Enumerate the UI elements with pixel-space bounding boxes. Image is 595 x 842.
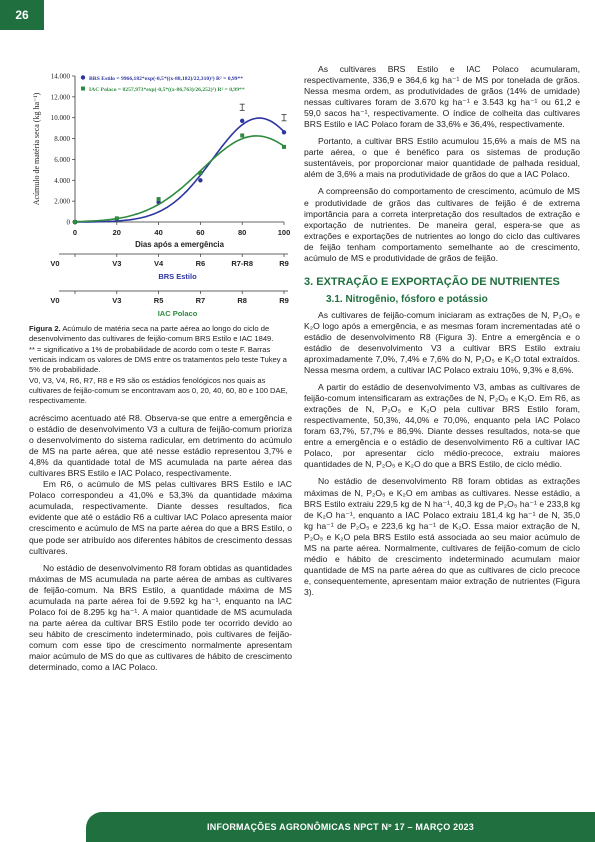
data-point-iac-polaco	[73, 220, 77, 224]
x-tick-label: 100	[277, 228, 291, 237]
stage-row-title-brs-estilo: BRS Estilo	[158, 272, 197, 281]
y-tick-label: 8.000	[54, 135, 70, 144]
y-tick-label: 14.000	[50, 72, 70, 81]
page-number: 26	[0, 0, 44, 30]
right-paragraph-4: As cultivares de feijão-comum iniciaram as extrações de N, P₂O₅ e K₂O logo após a emergência, e as mesmas foram incrementadas até o estádio de desenvolvimento R8 (Figura 3). Entre a emergência e o estádio de desenvolvimento V3 a cultivar BRS Estilo extraiu aproximadamente 7,0%, 7,4% e 7,6% do N, P₂O₅ e K₂O total extraídos. Nessa mesma ordem, a cultivar IAC Polaco extraiu 10%, 9,3% e 8,6%.	[304, 309, 580, 376]
right-column	[304, 64, 580, 598]
y-tick-label: 0	[66, 218, 70, 227]
stage-label: V4	[154, 259, 164, 268]
legend-equation-iac-polaco: IAC Polaco = 8257,973*exp(-0,5*((x-86,763)/26,252)²) R² = 0,99**	[89, 87, 245, 93]
figure-2-chart	[29, 58, 292, 320]
stage-label: R9	[279, 296, 289, 305]
y-tick-label: 6.000	[54, 155, 70, 164]
series-line-iac-polaco	[75, 136, 284, 222]
y-tick-label: 12.000	[50, 93, 70, 102]
stage-label: R8	[237, 296, 247, 305]
caption-text: Acúmulo de matéria seca na parte aérea ao longo do ciclo de desenvolvimento das cultivares de feijão-comum BRS Estilo e IAC 1849.	[29, 324, 274, 343]
x-axis-title: Dias após a emergência	[135, 240, 224, 249]
right-paragraph-6: No estádio de desenvolvimento R8 foram obtidas as extrações máximas de N, P₂O₅ e K₂O em ambas as cultivares. Nesse estádio, a BRS Estilo extraiu 229,5 kg de N ha⁻¹, 40,3 kg de P₂O₅ ha⁻¹ e 233,8 kg de K₂O ha⁻¹, enquanto a IAC Polaco extraiu 181,4 kg ha⁻¹ de N, 35,0 kg ha⁻¹ de P₂O₅ e 223,6 kg ha⁻¹ de K₂O. Essa maior extração de N, P₂O₅ e K₂O pela BRS Estilo está associada ao seu maior acúmulo de MS na parte aérea. Normalmente, cultivares de feijão-comum de ciclo médio e hábito de crescimento indeterminado acumulam maior quantidade de MS na parte aérea do que as cultivares de ciclo precoce e, consequentemente, apresentam maior extração de nutrientes (Figura 3).	[304, 476, 580, 597]
caption-note-stages: V0, V3, V4, R6, R7, R8 e R9 são os estádios fenológicos nos quais as cultivares de feijão-comum se encontravam aos 0, 20, 40, 60, 80 e 100 DAE, respectivamente.	[29, 376, 288, 405]
caption-title: Figura 2.	[29, 324, 61, 333]
y-tick-label: 4.000	[54, 176, 70, 185]
stage-label: R5	[153, 296, 164, 305]
data-point-brs-estilo	[282, 130, 286, 134]
stage-label: R7-R8	[231, 259, 254, 268]
section-title: 3. EXTRAÇÃO E EXPORTAÇÃO DE NUTRIENTES	[304, 275, 560, 288]
chart-svg	[29, 58, 292, 320]
y-axis-title: Acúmulo de matéria seca (kg ha⁻¹)	[32, 92, 41, 206]
right-paragraph-2: Portanto, a cultivar BRS Estilo acumulou 15,6% a mais de MS na parte aérea, o que é benéfico para os sistemas de produção sustentáveis, por proporcionar maior quantidade de palhada residual, além de 3,6% a mais na produtividade de grãos do que a IAC Polaco.	[304, 136, 580, 180]
x-tick-label: 40	[154, 228, 163, 237]
stage-row-title-iac-polaco: IAC Polaco	[157, 309, 198, 318]
y-tick-label: 2.000	[54, 197, 70, 206]
caption-note-significance: ** = significativo a 1% de probabilidade de acordo com o teste F. Barras verticais indicam os valores de DMS entre os tratamentos pelo teste Tukey a 5% de probabilidade.	[29, 345, 287, 374]
data-point-iac-polaco	[240, 133, 244, 137]
x-tick-label: 20	[112, 228, 121, 237]
footer-band	[86, 812, 595, 842]
subsection-title: 3.1. Nitrogênio, fósforo e potássio	[326, 293, 488, 305]
x-tick-label: 80	[238, 228, 247, 237]
figure-caption	[29, 324, 292, 406]
left-paragraph-3: No estádio de desenvolvimento R8 foram obtidas as quantidades máximas de MS acumulada na parte aérea de ambas as cultivares de feijão-comum. Na BRS Estilo, a quantidade máxima de MS acumulada na parte aérea foi de 9.592 kg ha⁻¹, enquanto na IAC Polaco foi de 8.295 kg ha⁻¹. A maior quantidade de MS acumulada na parte aérea da cultivar BRS Estilo pode ter ocorrido devido ao seu hábito de crescimento indeterminado, pois cultivares de feijão-comum com esse tipo de crescimento normalmente apresentam maior acúmulo de MS do que as cultivares de hábito de crescimento determinado, como a IAC Polaco.	[29, 562, 292, 673]
data-point-brs-estilo	[240, 119, 244, 123]
series-line-brs-estilo	[75, 118, 284, 222]
stage-label: V3	[112, 296, 122, 305]
legend-marker-brs-estilo	[81, 75, 85, 79]
left-paragraph-2: Em R6, o acúmulo de MS pelas cultivares BRS Estilo e IAC Polaco correspondeu a 41,0% e 53,3% da quantidade máxima acumulada, respectivamente. Diante desses resultados, fica evidente que até o estádio R6 a cultivar IAC Polaco apresenta maior crescimento e acúmulo de MS na parte aérea do que a BRS Estilo, o que pode ser atribuído aos diferentes hábitos de crescimento dessas cultivares.	[29, 479, 292, 556]
right-paragraph-1: As cultivares BRS Estilo e IAC Polaco acumularam, respectivamente, 336,9 e 364,6 kg ha⁻¹ de MS por tonelada de grãos. Nessa mesma ordem, as produtividades de grãos (14% de umidade) nessas cultivares foram de 3.670 kg ha⁻¹ e 3.543 kg ha⁻¹ ou 61,2 e 59,0 sacos ha⁻¹, respectivamente. O índice de colheita das cultivares BRS Estilo e IAC Polaco foram de 33,6% e 36,4%, respectivamente.	[304, 64, 580, 130]
right-paragraph-3: A compreensão do comportamento de crescimento, acúmulo de MS e produtividade de grãos das cultivares de feijão é de extrema importância para a correta interpretação dos resultados de extração e exportação de nutrientes. De maneira geral, espera-se que as extrações e exportações de nutrientes ao longo do ciclo das cultivares de feijão tenham comportamento semelhante ao de crescimento, acúmulo de MS e produtividade de grãos de feijão.	[304, 186, 580, 263]
y-tick-label: 10.000	[50, 114, 70, 123]
data-point-iac-polaco	[198, 171, 202, 175]
right-paragraph-5: A partir do estádio de desenvolvimento V3, ambas as cultivares de feijão-comum intensificaram as extrações de N, P₂O₅ e K₂O. Em R6, as extrações de N, P₂O₅ e K₂O pela cultivar BRS Estilo foram, respectivamente, 50,3%, 44,0% e 70,0%, enquanto pela IAC Polaco foram 63,7%, 57,7% e 86,9%. Diante desses resultados, nota-se que entre a emergência e o estádio de desenvolvimento R6 a cultivar IAC Polaco, por apresentar ciclo médio-precoce, extraiu maiores quantidades de N, P₂O₅ e K₂O do que a BRS Estilo, de ciclo médio.	[304, 382, 580, 470]
x-tick-label: 0	[72, 228, 78, 237]
data-point-iac-polaco	[157, 197, 161, 201]
footer-text: INFORMAÇÕES AGRONÔMICAS NPCT Nº 17 – MARÇO 2023	[207, 822, 474, 832]
data-point-iac-polaco	[115, 216, 119, 220]
left-paragraph-1: acréscimo acentuado até R8. Observa-se que entre a emergência e o estádio de desenvolvimento V3 a cultura de feijão-comum prioriza o desenvolvimento do sistema radicular, em detrimento do acúmulo de MS na parte aérea, que até nesse estádio representou 3,7% e 4,8% da quantidade total de MS acumulada na parte aérea das cultivares BRS Estilo e IAC Polaco, respectivamente.	[29, 413, 292, 479]
stage-label: V0	[50, 296, 60, 305]
stage-label: V3	[112, 259, 122, 268]
stage-label: R7	[195, 296, 206, 305]
stage-label: R6	[195, 259, 206, 268]
legend-marker-iac-polaco	[81, 87, 85, 91]
data-point-brs-estilo	[198, 178, 202, 182]
legend-equation-brs-estilo: BRS Estilo = 9966,182*exp(-0,5*((x-88,182)/22,310)²) R² = 0,99**	[89, 76, 244, 82]
x-tick-label: 60	[196, 228, 205, 237]
stage-label: V0	[50, 259, 60, 268]
stage-label: R9	[279, 259, 289, 268]
left-column	[29, 58, 292, 673]
data-point-iac-polaco	[282, 145, 286, 149]
